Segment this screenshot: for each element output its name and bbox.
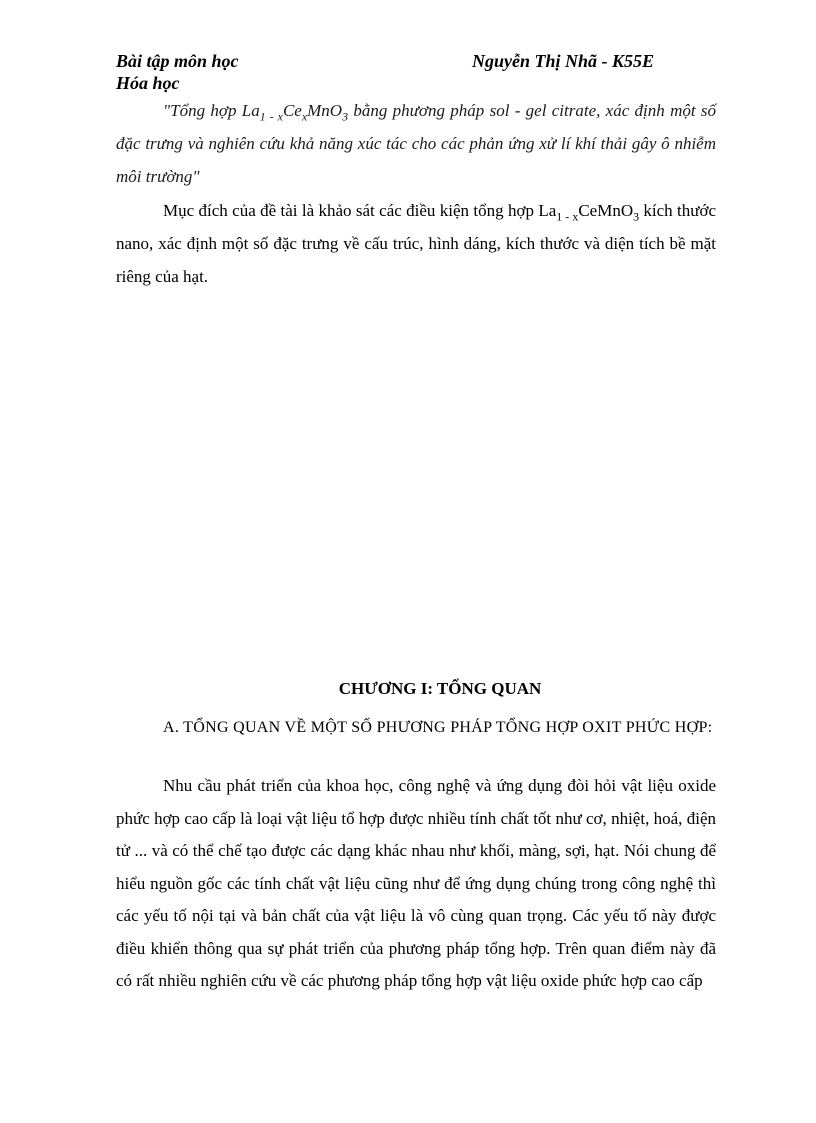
header-course — [116, 50, 239, 94]
body-paragraph: Nhu cầu phát triển của khoa học, công nghệ và ứng dụng đòi hỏi vật liệu oxide phức hợp cao cấp là loại vật liệu tổ hợp được nhiều tính chất tốt như cơ, nhiệt, hoá, điện tử ... và có thể chế tạo được các dạng khác nhau như khối, màng, sợi, hạt. Nói chung để hiểu nguồn gốc các tính chất vật liệu cũng như để ứng dụng chúng trong công nghệ thì các yếu tố nội tại và bản chất của vật liệu là vô cùng quan trọng. Các yếu tố này được điều khiển thông qua sự phát triển của phương pháp tổng hợp. Trên quan điểm này đã có rất nhiều nghiên cứu về các phương pháp tổng hợp vật liệu oxide phức hợp cao cấp — [116, 776, 716, 990]
quote-subscript: 3 — [342, 109, 349, 124]
section-heading: A. TỔNG QUAN VỀ MỘT SỐ PHƯƠNG PHÁP TỔNG HỢP OXIT PHỨC HỢP: — [163, 719, 713, 736]
thesis-title-quote — [116, 94, 716, 193]
quote-text: "Tổng hợp La — [163, 101, 260, 120]
header-course-line1: Bài tập môn học — [116, 51, 239, 71]
quote-subscript: 1 - x — [259, 109, 283, 124]
purpose-text: CeMnO — [578, 201, 634, 220]
quote-text: MnO — [307, 101, 343, 120]
quote-text: Ce — [282, 101, 302, 120]
purpose-subscript: 3 — [633, 209, 640, 224]
quote-text: bằng phương pháp sol - gel citrate, xác định một số đặc trưng và nghiên cứu khả năng xúc tác cho các phản ứng xử lí khí thải gây ô nhiễm môi trường" — [116, 101, 716, 186]
chapter-title: CHƯƠNG I: TỔNG QUAN — [338, 679, 542, 698]
purpose-text: Mục đích của đề tài là khảo sát các điều kiện tổng hợp La — [163, 201, 557, 220]
purpose-paragraph — [116, 194, 716, 293]
header-course-line2: Hóa học — [116, 73, 180, 93]
purpose-text: kích thước nano, xác định một số đặc trưng về cấu trúc, hình dáng, kích thước và diện tích bề mặt riêng của hạt. — [116, 201, 717, 286]
header-author: Nguyễn Thị Nhã - K55E — [472, 51, 655, 71]
quote-subscript: x — [301, 109, 308, 124]
purpose-subscript: 1 - x — [556, 209, 579, 224]
